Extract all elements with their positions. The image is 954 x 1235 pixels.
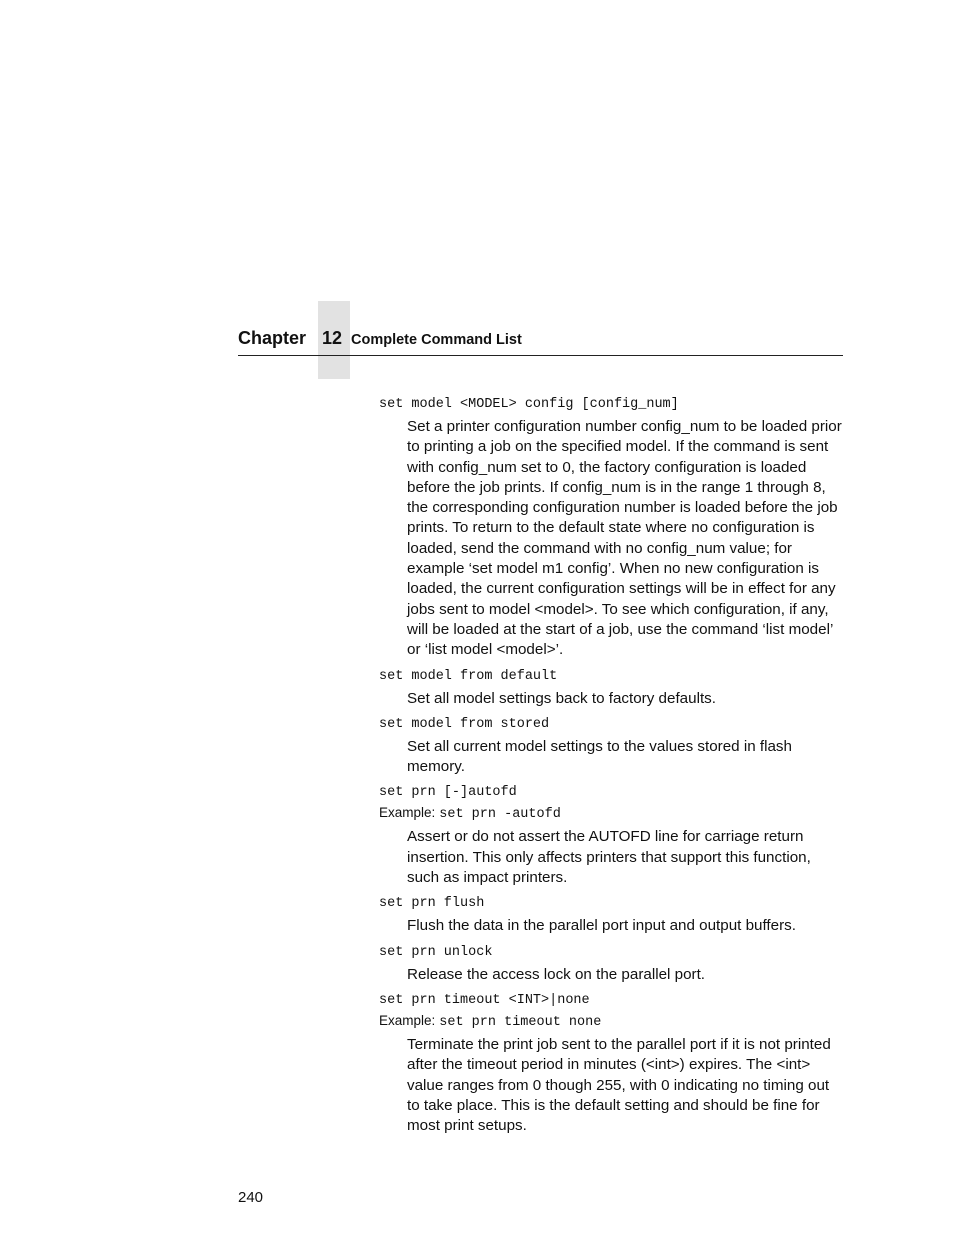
example-label: Example: [379, 1012, 436, 1028]
command-list [379, 395, 845, 1142]
command-syntax: set prn flush [379, 896, 485, 912]
command-entry [379, 783, 845, 888]
chapter-number: 12 [322, 328, 343, 348]
command-example [379, 1011, 845, 1033]
command-syntax: set prn unlock [379, 944, 493, 960]
example-code: set prn -autofd [439, 807, 561, 823]
command-description: Terminate the print job sent to the parallel port if it is not printed after the timeout period in minutes (<int>) expires. The <int> value ranges from 0 though 255, with 0 indicating no timing out to take place. This is the default setting and should be fine for most print setups. [407, 1035, 831, 1135]
command-example [379, 803, 845, 825]
command-description: Flush the data in the parallel port input and output buffers. [407, 917, 796, 935]
command-entry [379, 943, 845, 985]
page-number: 240 [238, 1189, 264, 1206]
command-syntax: set model <MODEL> config [config_num] [379, 397, 679, 412]
command-description: Set a printer configuration number config_num to be loaded prior to printing a job on the specified model. If the command is sent with config_num set to 0, the factory configuration is loaded before the job prints. If config_num is in the range 1 through 8, the corresponding configuration number is loaded before the job prints. To return to the default state where no configuration is loaded, send the command with no config_num value; for example ‘set model m1 config’. When no new configuration is loaded, the current configuration settings will be in effect for any jobs sent to model <model>. To see which configuration, if any, will be loaded at the start of a job, use the command ‘list model’ or ‘list model <model>’. [407, 418, 842, 659]
command-description: Release the access lock on the parallel port. [407, 965, 706, 983]
command-syntax: set prn timeout <INT>|none [379, 992, 590, 1008]
command-entry [379, 991, 845, 1136]
command-syntax: set model from stored [379, 716, 550, 732]
example-label: Example: [379, 805, 436, 821]
command-entry [379, 667, 845, 709]
command-entry [379, 395, 845, 661]
chapter-title: Complete Command List [351, 332, 522, 348]
chapter-label: Chapter [238, 328, 307, 348]
command-entry [379, 894, 845, 936]
command-description: Assert or do not assert the AUTOFD line for carriage return insertion. This only affects printers that support this function, such as impact printers. [407, 828, 811, 887]
command-description: Set all model settings back to factory defaults. [407, 689, 716, 707]
example-code: set prn timeout none [439, 1014, 602, 1030]
command-syntax: set model from default [379, 668, 558, 684]
command-entry [379, 715, 845, 778]
command-description: Set all current model settings to the values stored in flash memory. [407, 737, 792, 776]
command-syntax: set prn [-]autofd [379, 785, 517, 801]
page-header [238, 327, 843, 356]
